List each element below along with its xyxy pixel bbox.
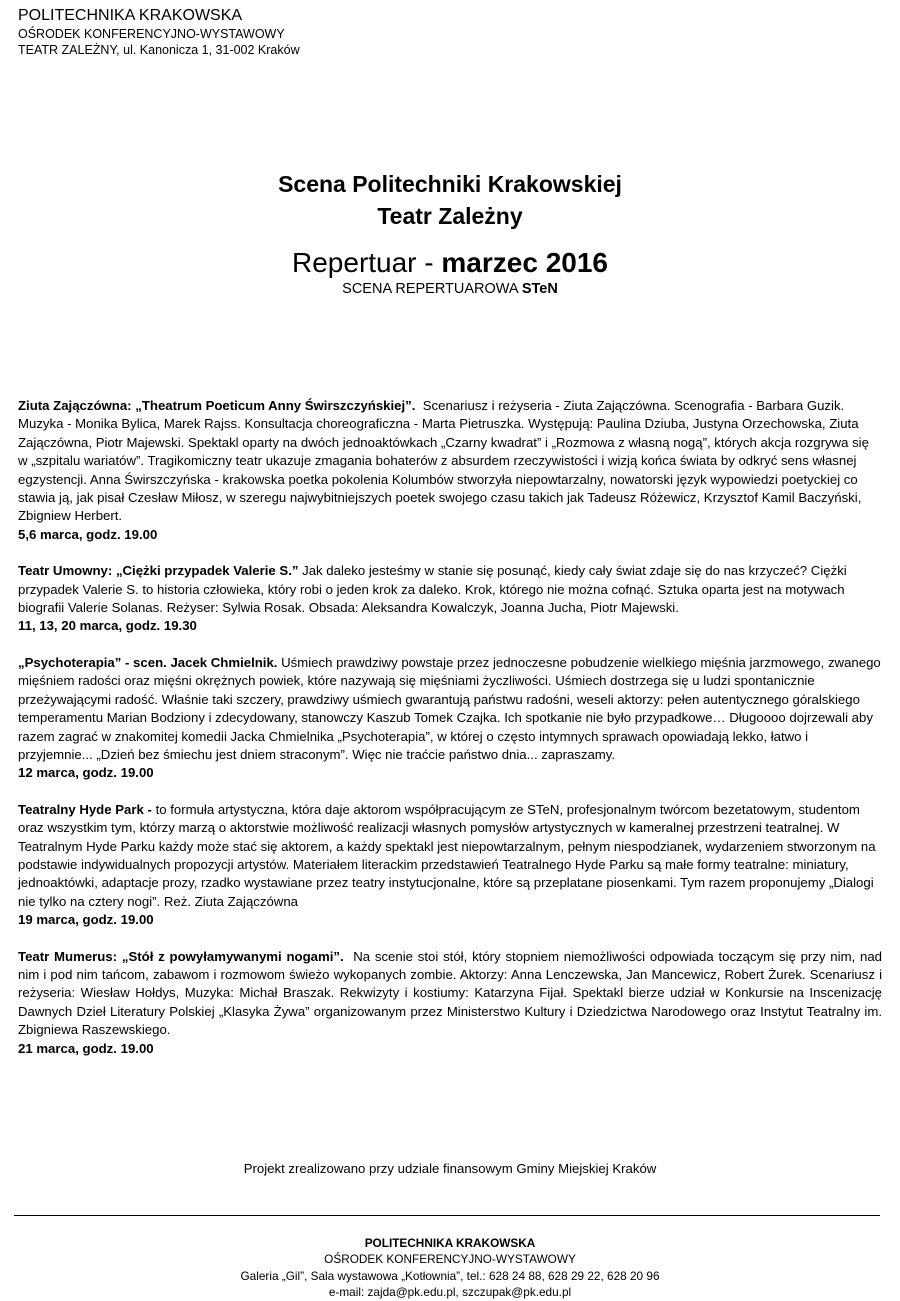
event-item — [18, 654, 882, 783]
footer — [0, 1235, 900, 1301]
event-date: 5,6 marca, godz. 19.00 — [18, 526, 158, 542]
repertoire-month: marzec 2016 — [441, 247, 608, 278]
letterhead — [18, 6, 300, 58]
main-title: Scena Politechniki Krakowskiej — [278, 171, 622, 197]
event-date: 21 marca, godz. 19.00 — [18, 1040, 154, 1056]
footer-institution: POLITECHNIKA KRAKOWSKA — [364, 1236, 536, 1250]
event-item — [18, 801, 882, 930]
theatre-address: TEATR ZALEŻNY, ul. Kanonicza 1, 31-002 Kraków — [18, 43, 300, 57]
event-description: to formuła artystyczna, która daje aktorom współpracującym ze STeN, profesjonalnym twórcom bezetatowym, studentom oraz wszystkim tym, którzy marzą o aktorstwie możliwość realizacji własnych pomysłów artystycznych w kameralnej przestrzeni teatralnej. W Teatralnym Hyde Parku każdy może stać się aktorem, a każdy spektakl jest niepowtarzalnym, pełnym niespodzianek, wydarzeniem stworzonym na podstawie indywidualnych propozycji artystów. Materiałem literackim przedstawień Teatralnego Hyde Parku są małe formy teatralne: miniatury, jednoaktówki, adaptacje prozy, rzadko wystawiane przez teatry instytucjonalne, które są przeplatane piosenkami. Tym razem proponujemy „Dialogi nie tylko na cztery nogi”. Reż. Ziuta Zajączówna — [18, 801, 876, 909]
institution-name: POLITECHNIKA KRAKOWSKA — [18, 7, 243, 24]
event-description: Na scenie stoi stół, który stopniem niemożliwości odpowiada toczącym się przy nim, nad nim i pod nim tańcom, zabawom i rozmowom świeżo wykopanych zombie. Aktorzy: Anna Lenczewska, Jan Mancewicz, Robert Żurek. Scenariusz i reżyseria: Wiesław Hołdys, Muzyka: Michał Braszak. Rekwizyty i kostiumy: Katarzyna Fijał. Spektakl bierze udział w Konkursie na Inscenizację Dawnych Dzieł Literatury Polskiej „Klasyka Żywa” organizowanym przez Ministerstwo Kultury i Dziedzictwa Narodowego oraz Instytut Teatralny im. Zbigniewa Raszewskiego. — [18, 948, 883, 1038]
event-item — [18, 948, 882, 1058]
event-heading: Teatr Umowny: „Ciężki przypadek Valerie S.” — [18, 563, 299, 579]
event-description: Scenariusz i reżyseria - Ziuta Zajączówna. Scenografia - Barbara Guzik. Muzyka - Monika Bylica, Marek Rajss. Konsultacja choreograficzna - Marta Pietruszka. Występują: Paulina Dziuba, Justyna Orzechowska, Ziuta Zajączówna, Piotr Majewski. Spektakl oparty na dwóch jednoaktówkach „Czarny kwadrat” i „Rozmowa z własną nogą”, których akcja rozgrywa się w „szpitalu wariatów”. Tragikomiczny teatr ukazuje zmagania bohaterów z absurdem rzeczywistości i wizją końca świata by odkryć sens własnej egzystencji. Anna Świrszczyńska - krakowska poetka pokolenia Kolumbów stworzyła niepowtarzalny, nowatorski język wypowiedzi poetyckiej co stawia ją, jak pisał Czesław Miłosz, w szeregu najwybitniejszych poetek swojego czasu takich jak Tadeusz Różewicz, Krzysztof Kamil Baczyński, Zbigniew Herbert. — [18, 398, 869, 524]
footer-contact: Galeria „Gil”, Sala wystawowa „Kotłownia”, tel.: 628 24 88, 628 29 22, 628 20 96 — [240, 1268, 660, 1283]
footer-email: e-mail: zajda@pk.edu.pl, szczupak@pk.edu.pl — [328, 1285, 572, 1300]
stage-subtitle — [0, 280, 900, 298]
repertoire-list — [18, 397, 882, 1076]
event-heading: „Psychoterapia” - scen. Jacek Chmielnik. — [18, 654, 278, 670]
event-description: Uśmiech prawdziwy powstaje przez jednoczesne pobudzenie wielkiego mięśnia jarzmowego, zwanego mięśniem radości oraz mięśni okrężnych powiek, które nazywają się mięśniami życzliwości. Uśmiech dostrzega się u ludzi spontanicznie przeżywającymi radość. Właśnie taki szczery, prawdziwy uśmiech gwarantują państwu radośni, weseli aktorzy: pełen autentycznego góralskiego temperamentu Marian Bodziony i zdecydowany, stanowczy Kaszub Tomek Czajka. Ich spotkanie nie było przypadkowe… Długoooo dojrzewali aby razem zagrać w znakomitej komedii Jacka Chmielnika „Psychoterapia”, w której o często intymnych sprawach opowiadają lekko, łatwo i przyjemnie... „Dzień bez śmiechu jest dniem straconym”. Więc nie traćcie państwo dnia... zapraszamy. — [18, 654, 881, 762]
event-date: 12 marca, godz. 19.00 — [18, 765, 154, 781]
title-block — [0, 168, 900, 298]
footer-divider — [14, 1215, 880, 1216]
repertoire-heading — [0, 246, 900, 280]
event-date: 11, 13, 20 marca, godz. 19.30 — [18, 618, 197, 634]
event-description: Jak daleko jesteśmy w stanie się posunąć, kiedy cały świat zdaje się do nas krzyczeć? Ciężki przypadek Valerie S. to historia człowieka, który robi o jeden krok za daleko. Krok, którego nie można cofnąć. Sztuka oparta jest na motywach biografii Valerie Solanas. Reżyser: Sylwia Rosak. Obsada: Aleksandra Kowalczyk, Joanna Jucha, Piotr Majewski. — [18, 563, 847, 616]
footer-department: OŚRODEK KONFERENCYJNO-WYSTAWOWY — [324, 1252, 576, 1267]
stage-prefix: SCENA REPERTUAROWA — [342, 281, 522, 297]
theatre-title: Teatr Zależny — [377, 203, 523, 229]
event-date: 19 marca, godz. 19.00 — [18, 912, 154, 928]
funding-note: Projekt zrealizowano przy udziale finansowym Gminy Miejskiej Kraków — [243, 1161, 657, 1176]
event-item — [18, 562, 882, 636]
event-heading: Teatr Mumerus: „Stół z powyłamywanymi nogami”. — [18, 948, 344, 964]
event-heading: Ziuta Zajączówna: „Theatrum Poeticum Anny Świrszczyńskiej”. — [18, 398, 416, 413]
event-item — [18, 397, 882, 544]
stage-name: STeN — [521, 281, 558, 297]
department-name: OŚRODEK KONFERENCYJNO-WYSTAWOWY — [18, 27, 285, 41]
event-heading: Teatralny Hyde Park - — [18, 801, 152, 817]
repertoire-prefix: Repertuar - — [292, 247, 442, 278]
